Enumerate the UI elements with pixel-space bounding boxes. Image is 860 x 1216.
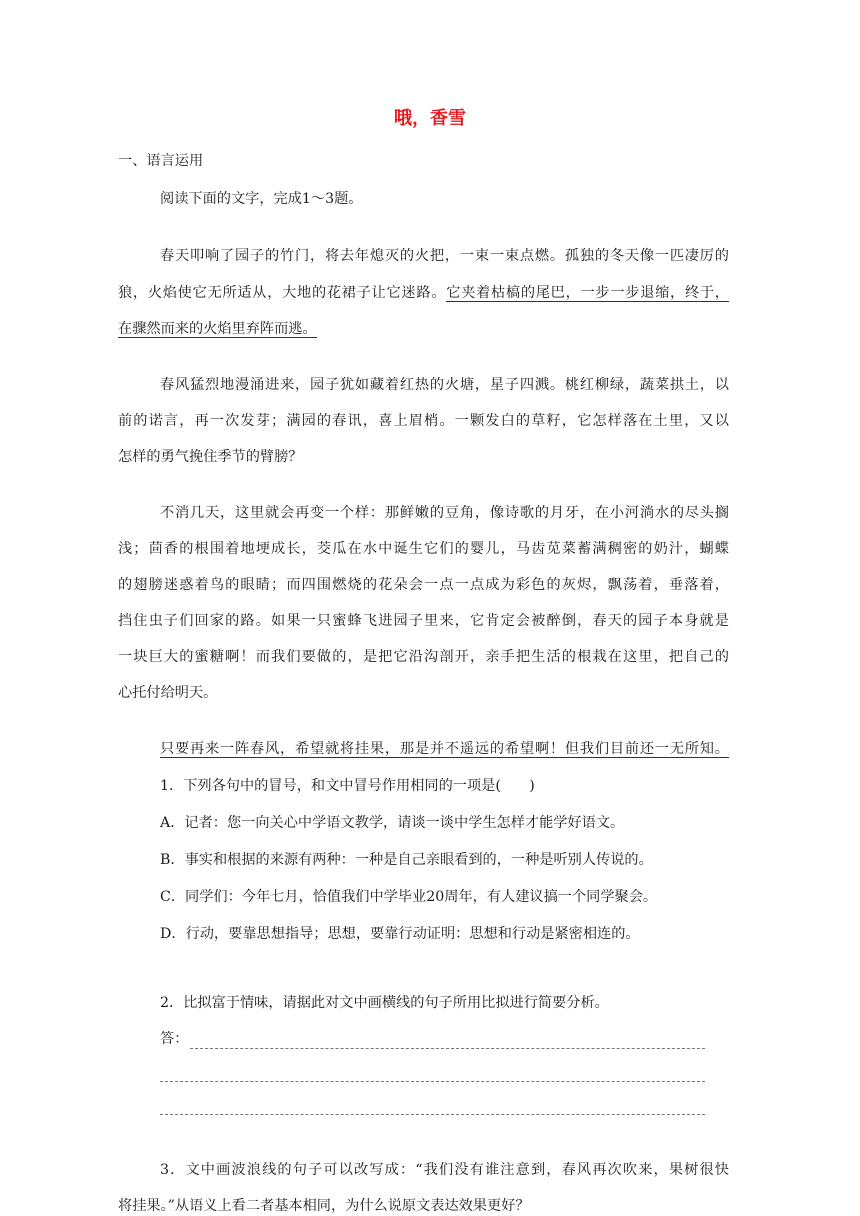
p1-line-2 [118,283,729,303]
p3-line-1: 不消几天，这里就会再变一个样：那鲜嫩的豆角，像诗歌的月牙，在小河淌水的尽头搁 [160,505,729,521]
p2-line-2: 前的诺言，再一次发芽；满园的春讯，喜上眉梢。一颗发白的草籽，它怎样落在土里，又以 [118,413,729,429]
answer-line-1 [190,1048,705,1049]
answer-line-3 [160,1114,705,1115]
p1-line-3 [118,319,663,339]
p1-line-2-text: 狼，火焰使它无所适从，大地的花裙子让它迷路。 [118,285,447,301]
p3-line-6: 心托付给明天。 [118,685,218,701]
q3-line-1: 3．文中画波浪线的句子可以改写成：“我们没有谁注意到，春风再次吹来，果树很快 [160,1162,729,1178]
q1-option-c: C．同学们：今年七月，恰值我们中学毕业20周年，有人建议搞一个同学聚会。 [160,889,658,905]
p3-line-3: 的翅膀迷惑着鸟的眼睛；而四围燃烧的花朵会一点一点成为彩色的灰烬，飘荡着，垂落着， [118,577,729,593]
q2-answer-label: 答： [160,1031,189,1047]
q1-option-b: B．事实和根据的来源有两种：一种是自己亲眼看到的，一种是听别人传说的。 [160,852,653,868]
p2-line-1: 春风猛烈地漫涌进来，园子犹如藏着红热的火塘，星子四溅。桃红柳绿，蔬菜拱土，以 [160,377,729,393]
underlined-sentence: 它夹着枯槁的尾巴，一步一步退缩，终于， [446,285,729,301]
p3-line-5: 一块巨大的蜜糖啊！而我们要做的，是把它沿沟剖开，亲手把生活的根栽在这里，把自己的 [118,649,729,665]
q1-option-d: D．行动，要靠思想指导；思想，要靠行动证明：思想和行动是紧密相连的。 [160,926,640,942]
wavy-underlined-sentence: 只要再来一阵春风，希望就将挂果，那是并不遥远的希望啊！但我们目前还一无所知。 [160,741,729,757]
underlined-sentence-end: 在骤然而来的火焰里弃阵而逃。 [118,321,317,337]
p1-line-1: 春天叩响了园子的竹门，将去年熄灭的火把，一束一束点燃。孤独的冬天像一匹凄厉的 [160,248,729,264]
page-title: 哦，香雪 [394,108,466,129]
q2-stem: 2．比拟富于情味，请据此对文中画横线的句子所用比拟进行简要分析。 [160,995,609,1011]
p2-line-3: 怎样的勇气挽住季节的臂膀？ [118,449,303,465]
q1-stem: 1．下列各句中的冒号，和文中冒号作用相同的一项是( ) [160,778,535,794]
q1-option-a: A．记者：您一向关心中学语文教学，请谈一谈中学生怎样才能学好语文。 [160,815,625,831]
reading-instruction: 阅读下面的文字，完成1～3题。 [160,191,363,207]
q3-line-2: 将挂果。”从语义上看二者基本相同，为什么说原文表达效果更好？ [118,1198,530,1214]
p3-line-4: 挡住虫子们回家的路。如果一只蜜蜂飞进园子里来，它肯定会被醉倒，春天的园子本身就是 [118,613,729,629]
p3-line-2: 浅；茴香的根围着地埂成长，茭瓜在水中诞生它们的婴儿，马齿苋菜蓄满稠密的奶汁，蝴蝶 [118,541,729,557]
answer-line-2 [160,1081,705,1082]
section-heading: 一、语言运用 [118,153,204,169]
p4-line [160,739,729,759]
